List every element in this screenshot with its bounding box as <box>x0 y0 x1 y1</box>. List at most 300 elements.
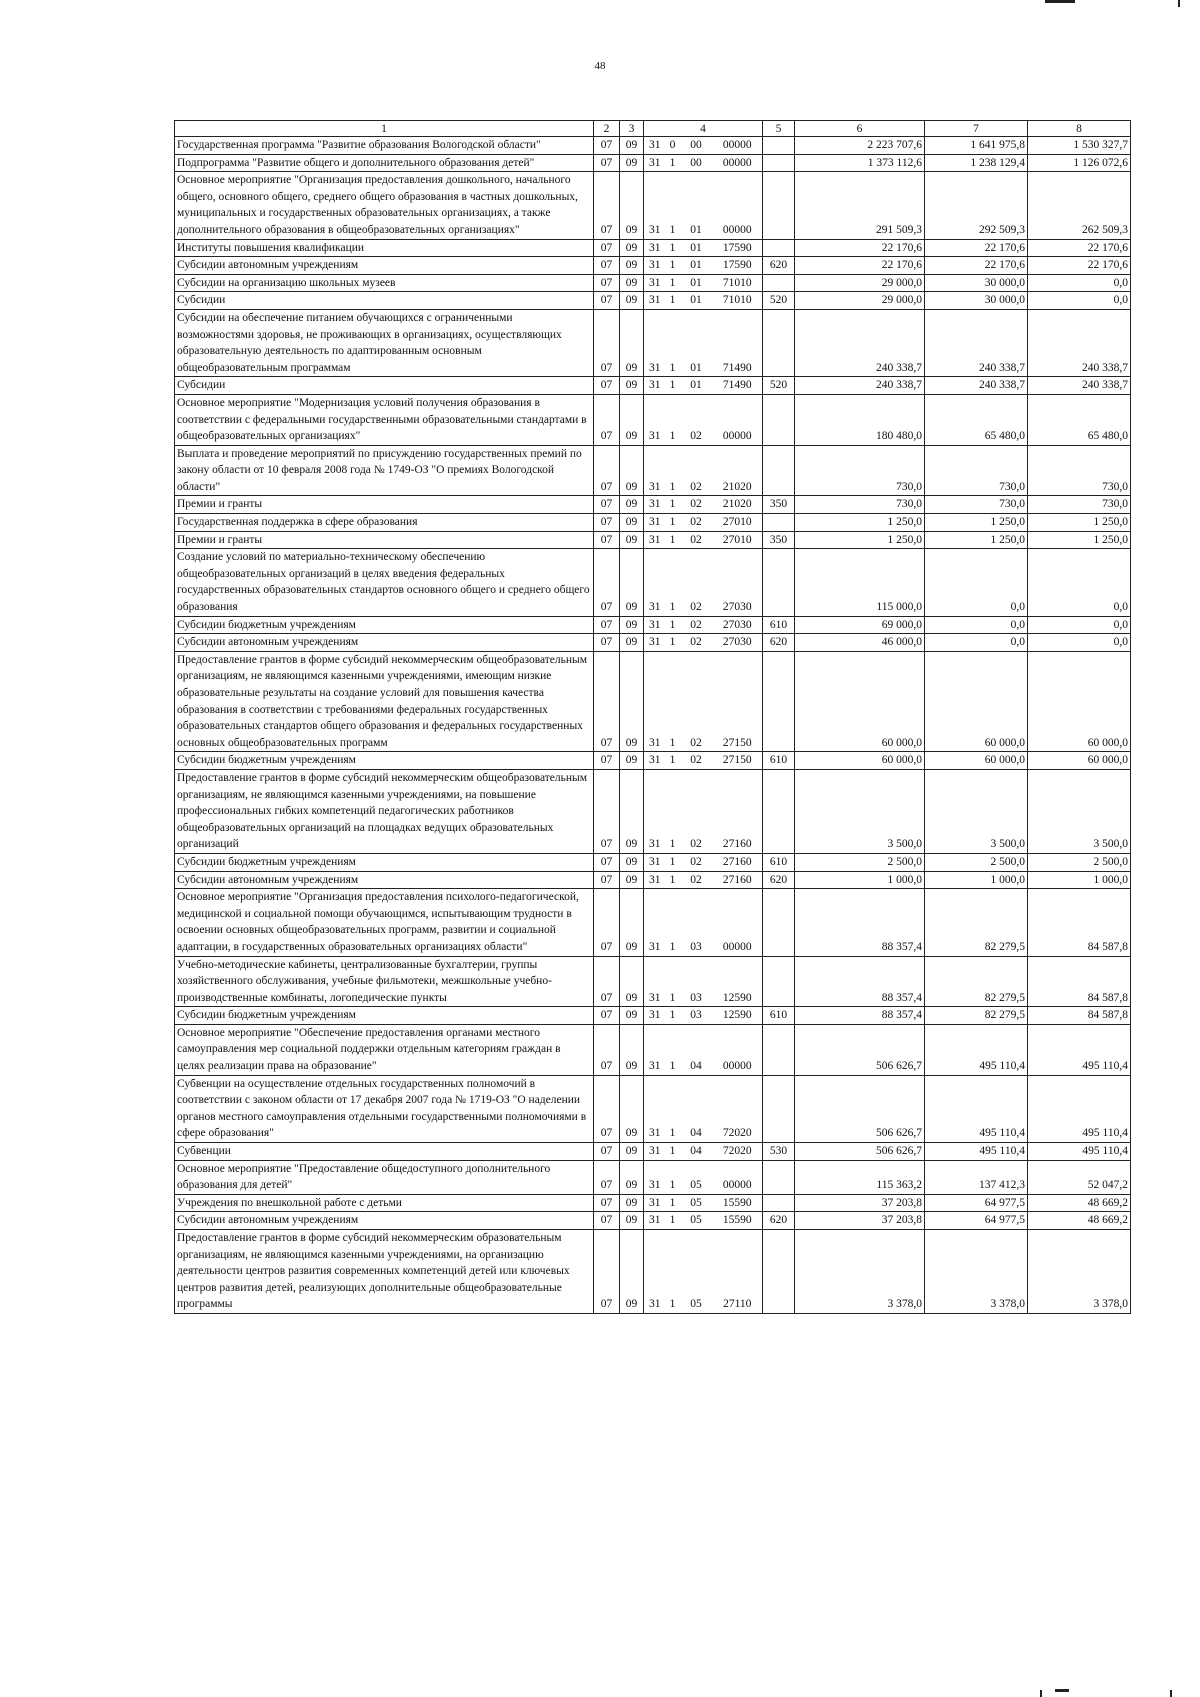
code-section: 07 <box>594 1024 620 1075</box>
code-activity: 01 <box>680 309 713 376</box>
row-name: Субсидии автономным учреждениям <box>175 871 594 889</box>
code-expense-type <box>763 651 795 752</box>
code-subsection: 09 <box>620 137 644 155</box>
row-name: Подпрограмма "Развитие общего и дополнительного образования детей" <box>175 154 594 172</box>
code-expense-type <box>763 769 795 853</box>
code-activity: 01 <box>680 292 713 310</box>
code-direction: 00000 <box>713 154 763 172</box>
amount-col-6: 69 000,0 <box>795 616 925 634</box>
amount-col-8: 60 000,0 <box>1028 752 1131 770</box>
amount-col-6: 506 626,7 <box>795 1143 925 1161</box>
code-section: 07 <box>594 137 620 155</box>
code-activity: 02 <box>680 394 713 445</box>
code-subprogram: 1 <box>666 1024 680 1075</box>
code-subprogram: 1 <box>666 514 680 532</box>
code-subprogram: 1 <box>666 531 680 549</box>
amount-col-8: 65 480,0 <box>1028 394 1131 445</box>
code-direction: 27030 <box>713 616 763 634</box>
amount-col-7: 0,0 <box>925 634 1028 652</box>
code-activity: 05 <box>680 1230 713 1314</box>
row-name: Субсидии бюджетным учреждениям <box>175 1007 594 1025</box>
code-activity: 02 <box>680 752 713 770</box>
code-direction: 21020 <box>713 496 763 514</box>
code-expense-type <box>763 137 795 155</box>
code-expense-type: 520 <box>763 292 795 310</box>
amount-col-8: 52 047,2 <box>1028 1160 1131 1194</box>
amount-col-8: 84 587,8 <box>1028 1007 1131 1025</box>
amount-col-7: 22 170,6 <box>925 257 1028 275</box>
code-direction: 21020 <box>713 445 763 496</box>
code-program: 31 <box>644 616 666 634</box>
amount-col-8: 0,0 <box>1028 274 1131 292</box>
table-row <box>175 377 1131 395</box>
amount-col-6: 115 000,0 <box>795 549 925 616</box>
code-activity: 05 <box>680 1194 713 1212</box>
code-activity: 01 <box>680 274 713 292</box>
code-activity: 04 <box>680 1143 713 1161</box>
amount-col-6: 1 250,0 <box>795 514 925 532</box>
row-name: Выплата и проведение мероприятий по присуждению государственных премий по закону области от 10 февраля 2008 года № 1749-ОЗ "О премиях Вологодской области" <box>175 445 594 496</box>
code-subprogram: 1 <box>666 1212 680 1230</box>
amount-col-7: 240 338,7 <box>925 377 1028 395</box>
code-subsection: 09 <box>620 1024 644 1075</box>
table-row <box>175 1230 1131 1314</box>
amount-col-6: 730,0 <box>795 445 925 496</box>
table-row <box>175 1075 1131 1142</box>
table-row <box>175 752 1131 770</box>
code-section: 07 <box>594 496 620 514</box>
code-section: 07 <box>594 1143 620 1161</box>
code-subprogram: 1 <box>666 172 680 239</box>
header-col-4: 4 <box>644 121 763 137</box>
amount-col-6: 730,0 <box>795 496 925 514</box>
header-col-7: 7 <box>925 121 1028 137</box>
code-activity: 03 <box>680 956 713 1007</box>
amount-col-7: 1 250,0 <box>925 531 1028 549</box>
code-expense-type <box>763 889 795 956</box>
amount-col-7: 0,0 <box>925 616 1028 634</box>
code-direction: 27160 <box>713 853 763 871</box>
scan-mark <box>1045 0 1075 3</box>
code-program: 31 <box>644 1194 666 1212</box>
amount-col-6: 2 500,0 <box>795 853 925 871</box>
code-direction: 72020 <box>713 1075 763 1142</box>
code-subprogram: 1 <box>666 1194 680 1212</box>
amount-col-8: 262 509,3 <box>1028 172 1131 239</box>
header-col-8: 8 <box>1028 121 1131 137</box>
code-program: 31 <box>644 394 666 445</box>
code-direction: 17590 <box>713 239 763 257</box>
code-program: 31 <box>644 514 666 532</box>
code-section: 07 <box>594 634 620 652</box>
code-subsection: 09 <box>620 1230 644 1314</box>
header-col-6: 6 <box>795 121 925 137</box>
code-subsection: 09 <box>620 496 644 514</box>
code-subprogram: 1 <box>666 1230 680 1314</box>
row-name: Основное мероприятие "Обеспечение предоставления органами местного самоуправления мер социальной поддержки отдельным категориям граждан в целях реализации права на образование" <box>175 1024 594 1075</box>
amount-col-6: 3 378,0 <box>795 1230 925 1314</box>
amount-col-6: 29 000,0 <box>795 274 925 292</box>
amount-col-6: 506 626,7 <box>795 1075 925 1142</box>
amount-col-7: 1 641 975,8 <box>925 137 1028 155</box>
code-subprogram: 1 <box>666 274 680 292</box>
code-expense-type: 610 <box>763 616 795 634</box>
amount-col-6: 2 223 707,6 <box>795 137 925 155</box>
code-subprogram: 1 <box>666 549 680 616</box>
code-direction: 72020 <box>713 1143 763 1161</box>
amount-col-8: 495 110,4 <box>1028 1075 1131 1142</box>
code-direction: 15590 <box>713 1212 763 1230</box>
code-program: 31 <box>644 309 666 376</box>
row-name: Учреждения по внешкольной работе с детьми <box>175 1194 594 1212</box>
code-expense-type: 530 <box>763 1143 795 1161</box>
amount-col-8: 1 126 072,6 <box>1028 154 1131 172</box>
code-activity: 04 <box>680 1024 713 1075</box>
code-direction: 27150 <box>713 752 763 770</box>
row-name: Создание условий по материально-техническому обеспечению общеобразовательных организаций в целях введения федеральных государственных образовательных стандартов основного общего и среднего общего образования <box>175 549 594 616</box>
row-name: Субсидии автономным учреждениям <box>175 1212 594 1230</box>
amount-col-7: 2 500,0 <box>925 853 1028 871</box>
code-direction: 71490 <box>713 377 763 395</box>
code-direction: 00000 <box>713 172 763 239</box>
code-section: 07 <box>594 1160 620 1194</box>
code-direction: 00000 <box>713 1160 763 1194</box>
code-expense-type <box>763 445 795 496</box>
code-program: 31 <box>644 531 666 549</box>
row-name: Субсидии на обеспечение питанием обучающихся с ограниченными возможностями здоровья, не проживающих в организациях, осуществляющих образовательную деятельность по адаптированным основным общеобразовательным программам <box>175 309 594 376</box>
code-direction: 71010 <box>713 292 763 310</box>
amount-col-8: 22 170,6 <box>1028 257 1131 275</box>
code-subsection: 09 <box>620 1212 644 1230</box>
code-expense-type <box>763 956 795 1007</box>
amount-col-7: 495 110,4 <box>925 1075 1028 1142</box>
header-col-3: 3 <box>620 121 644 137</box>
code-activity: 00 <box>680 154 713 172</box>
code-section: 07 <box>594 377 620 395</box>
code-subprogram: 1 <box>666 634 680 652</box>
code-activity: 03 <box>680 1007 713 1025</box>
code-section: 07 <box>594 616 620 634</box>
code-subsection: 09 <box>620 889 644 956</box>
amount-col-8: 240 338,7 <box>1028 377 1131 395</box>
code-direction: 00000 <box>713 1024 763 1075</box>
code-activity: 02 <box>680 853 713 871</box>
code-section: 07 <box>594 871 620 889</box>
row-name: Учебно-методические кабинеты, централизованные бухгалтерии, группы хозяйственного обслуживания, учебные фильмотеки, межшкольные учебно-производственные комбинаты, логопедические пункты <box>175 956 594 1007</box>
amount-col-8: 84 587,8 <box>1028 956 1131 1007</box>
code-expense-type <box>763 514 795 532</box>
table-row <box>175 514 1131 532</box>
code-activity: 04 <box>680 1075 713 1142</box>
code-subsection: 09 <box>620 309 644 376</box>
scan-mark <box>1040 1690 1042 1697</box>
table-row <box>175 769 1131 853</box>
code-section: 07 <box>594 956 620 1007</box>
code-expense-type <box>763 394 795 445</box>
code-section: 07 <box>594 531 620 549</box>
code-program: 31 <box>644 651 666 752</box>
code-expense-type: 350 <box>763 531 795 549</box>
amount-col-8: 48 669,2 <box>1028 1194 1131 1212</box>
table-row <box>175 1194 1131 1212</box>
amount-col-7: 64 977,5 <box>925 1194 1028 1212</box>
code-activity: 02 <box>680 531 713 549</box>
amount-col-6: 60 000,0 <box>795 651 925 752</box>
code-activity: 00 <box>680 137 713 155</box>
amount-col-6: 240 338,7 <box>795 309 925 376</box>
code-direction: 17590 <box>713 257 763 275</box>
table-row <box>175 239 1131 257</box>
code-subsection: 09 <box>620 549 644 616</box>
code-expense-type <box>763 1194 795 1212</box>
amount-col-8: 3 378,0 <box>1028 1230 1131 1314</box>
row-name: Субсидии бюджетным учреждениям <box>175 752 594 770</box>
amount-col-8: 730,0 <box>1028 496 1131 514</box>
row-name: Субвенции на осуществление отдельных государственных полномочий в соответствии с законом области от 17 декабря 2007 года № 1719-ОЗ "О наделении органов местного самоуправления отдельными государственными полномочиями в сфере образования" <box>175 1075 594 1142</box>
table-row <box>175 154 1131 172</box>
code-direction: 12590 <box>713 956 763 1007</box>
code-section: 07 <box>594 514 620 532</box>
amount-col-6: 240 338,7 <box>795 377 925 395</box>
amount-col-8: 0,0 <box>1028 292 1131 310</box>
row-name: Субвенции <box>175 1143 594 1161</box>
code-subprogram: 1 <box>666 889 680 956</box>
code-expense-type: 350 <box>763 496 795 514</box>
row-name: Государственная поддержка в сфере образования <box>175 514 594 532</box>
code-activity: 03 <box>680 889 713 956</box>
code-expense-type <box>763 309 795 376</box>
amount-col-8: 1 530 327,7 <box>1028 137 1131 155</box>
code-program: 31 <box>644 292 666 310</box>
code-subsection: 09 <box>620 769 644 853</box>
code-activity: 01 <box>680 172 713 239</box>
code-direction: 27030 <box>713 549 763 616</box>
amount-col-8: 48 669,2 <box>1028 1212 1131 1230</box>
code-subprogram: 1 <box>666 752 680 770</box>
code-expense-type: 620 <box>763 1212 795 1230</box>
code-subsection: 09 <box>620 1143 644 1161</box>
scan-mark <box>1170 1690 1172 1697</box>
code-subsection: 09 <box>620 853 644 871</box>
table-row <box>175 309 1131 376</box>
code-expense-type: 610 <box>763 1007 795 1025</box>
amount-col-7: 30 000,0 <box>925 274 1028 292</box>
code-expense-type <box>763 1230 795 1314</box>
amount-col-8: 2 500,0 <box>1028 853 1131 871</box>
code-subprogram: 1 <box>666 377 680 395</box>
code-activity: 02 <box>680 445 713 496</box>
code-subprogram: 1 <box>666 154 680 172</box>
code-program: 31 <box>644 137 666 155</box>
code-direction: 71010 <box>713 274 763 292</box>
code-expense-type <box>763 239 795 257</box>
code-subprogram: 0 <box>666 137 680 155</box>
code-activity: 02 <box>680 769 713 853</box>
code-section: 07 <box>594 651 620 752</box>
code-section: 07 <box>594 274 620 292</box>
table-header-row <box>175 121 1131 137</box>
amount-col-8: 0,0 <box>1028 634 1131 652</box>
code-activity: 05 <box>680 1212 713 1230</box>
code-expense-type <box>763 154 795 172</box>
code-subsection: 09 <box>620 1075 644 1142</box>
code-section: 07 <box>594 394 620 445</box>
budget-table <box>174 120 1131 1314</box>
amount-col-7: 240 338,7 <box>925 309 1028 376</box>
amount-col-7: 137 412,3 <box>925 1160 1028 1194</box>
code-subsection: 09 <box>620 377 644 395</box>
code-expense-type <box>763 549 795 616</box>
table-row <box>175 531 1131 549</box>
code-subsection: 09 <box>620 154 644 172</box>
code-subprogram: 1 <box>666 853 680 871</box>
code-expense-type <box>763 274 795 292</box>
code-direction: 00000 <box>713 137 763 155</box>
code-subprogram: 1 <box>666 496 680 514</box>
amount-col-7: 82 279,5 <box>925 956 1028 1007</box>
code-program: 31 <box>644 154 666 172</box>
table-body <box>175 137 1131 1314</box>
amount-col-6: 291 509,3 <box>795 172 925 239</box>
amount-col-8: 0,0 <box>1028 549 1131 616</box>
amount-col-8: 3 500,0 <box>1028 769 1131 853</box>
code-subprogram: 1 <box>666 769 680 853</box>
code-program: 31 <box>644 871 666 889</box>
code-program: 31 <box>644 853 666 871</box>
amount-col-7: 64 977,5 <box>925 1212 1028 1230</box>
table-row <box>175 257 1131 275</box>
code-activity: 02 <box>680 496 713 514</box>
code-subsection: 09 <box>620 257 644 275</box>
code-subsection: 09 <box>620 531 644 549</box>
code-subprogram: 1 <box>666 239 680 257</box>
table-row <box>175 634 1131 652</box>
code-subsection: 09 <box>620 871 644 889</box>
code-program: 31 <box>644 1230 666 1314</box>
table-row <box>175 1024 1131 1075</box>
code-section: 07 <box>594 889 620 956</box>
code-activity: 01 <box>680 257 713 275</box>
code-subsection: 09 <box>620 292 644 310</box>
code-program: 31 <box>644 1212 666 1230</box>
page-number: 48 <box>594 60 606 72</box>
table-row <box>175 889 1131 956</box>
code-activity: 05 <box>680 1160 713 1194</box>
code-subprogram: 1 <box>666 257 680 275</box>
code-subsection: 09 <box>620 445 644 496</box>
code-activity: 02 <box>680 616 713 634</box>
row-name: Субсидии автономным учреждениям <box>175 634 594 652</box>
table-row <box>175 651 1131 752</box>
code-subsection: 09 <box>620 1160 644 1194</box>
code-subprogram: 1 <box>666 292 680 310</box>
row-name: Субсидии бюджетным учреждениям <box>175 616 594 634</box>
amount-col-6: 29 000,0 <box>795 292 925 310</box>
code-section: 07 <box>594 1230 620 1314</box>
code-section: 07 <box>594 292 620 310</box>
code-subsection: 09 <box>620 274 644 292</box>
code-subprogram: 1 <box>666 616 680 634</box>
code-subsection: 09 <box>620 616 644 634</box>
code-subsection: 09 <box>620 956 644 1007</box>
code-activity: 02 <box>680 871 713 889</box>
code-subprogram: 1 <box>666 1007 680 1025</box>
amount-col-6: 60 000,0 <box>795 752 925 770</box>
code-expense-type <box>763 1024 795 1075</box>
header-col-5: 5 <box>763 121 795 137</box>
code-section: 07 <box>594 445 620 496</box>
amount-col-6: 22 170,6 <box>795 239 925 257</box>
code-program: 31 <box>644 889 666 956</box>
amount-col-7: 0,0 <box>925 549 1028 616</box>
scan-mark <box>1178 0 1180 7</box>
amount-col-6: 1 250,0 <box>795 531 925 549</box>
amount-col-6: 1 000,0 <box>795 871 925 889</box>
code-section: 07 <box>594 1194 620 1212</box>
amount-col-8: 240 338,7 <box>1028 309 1131 376</box>
code-program: 31 <box>644 1143 666 1161</box>
code-program: 31 <box>644 1007 666 1025</box>
code-subprogram: 1 <box>666 394 680 445</box>
amount-col-8: 60 000,0 <box>1028 651 1131 752</box>
amount-col-8: 495 110,4 <box>1028 1024 1131 1075</box>
amount-col-6: 37 203,8 <box>795 1212 925 1230</box>
code-direction: 00000 <box>713 889 763 956</box>
row-name: Субсидии <box>175 292 594 310</box>
amount-col-7: 495 110,4 <box>925 1024 1028 1075</box>
code-direction: 27160 <box>713 871 763 889</box>
amount-col-7: 1 000,0 <box>925 871 1028 889</box>
code-program: 31 <box>644 274 666 292</box>
code-expense-type <box>763 172 795 239</box>
amount-col-8: 84 587,8 <box>1028 889 1131 956</box>
code-direction: 27110 <box>713 1230 763 1314</box>
amount-col-6: 88 357,4 <box>795 889 925 956</box>
amount-col-8: 0,0 <box>1028 616 1131 634</box>
header-col-2: 2 <box>594 121 620 137</box>
amount-col-7: 60 000,0 <box>925 752 1028 770</box>
amount-col-8: 1 250,0 <box>1028 514 1131 532</box>
table-row <box>175 1007 1131 1025</box>
amount-col-7: 65 480,0 <box>925 394 1028 445</box>
amount-col-8: 22 170,6 <box>1028 239 1131 257</box>
table-row <box>175 956 1131 1007</box>
amount-col-7: 3 378,0 <box>925 1230 1028 1314</box>
scan-mark <box>1055 1689 1069 1692</box>
code-subsection: 09 <box>620 394 644 445</box>
code-expense-type: 520 <box>763 377 795 395</box>
code-section: 07 <box>594 1212 620 1230</box>
code-direction: 27150 <box>713 651 763 752</box>
table-row <box>175 853 1131 871</box>
row-name: Предоставление грантов в форме субсидий некоммерческим общеобразовательным организациям, не являющимся казенными учреждениями, имеющим низкие образовательные результаты на создание условий для повышения качества образования в соответствии с требованиями федеральных государственных образовательных стандартов общего образования и федеральных государственных основных общеобразовательных программ <box>175 651 594 752</box>
row-name: Субсидии бюджетным учреждениям <box>175 853 594 871</box>
code-direction: 12590 <box>713 1007 763 1025</box>
amount-col-6: 37 203,8 <box>795 1194 925 1212</box>
code-subprogram: 1 <box>666 1160 680 1194</box>
table-row <box>175 1212 1131 1230</box>
code-program: 31 <box>644 769 666 853</box>
code-activity: 02 <box>680 549 713 616</box>
table-row <box>175 549 1131 616</box>
row-name: Основное мероприятие "Предоставление общедоступного дополнительного образования для детей" <box>175 1160 594 1194</box>
amount-col-7: 495 110,4 <box>925 1143 1028 1161</box>
table-row <box>175 445 1131 496</box>
code-expense-type <box>763 1160 795 1194</box>
amount-col-8: 495 110,4 <box>1028 1143 1131 1161</box>
code-direction: 27030 <box>713 634 763 652</box>
row-name: Основное мероприятие "Модернизация условий получения образования в соответствии с федеральными государственными образовательными стандартами в общеобразовательных организациях" <box>175 394 594 445</box>
